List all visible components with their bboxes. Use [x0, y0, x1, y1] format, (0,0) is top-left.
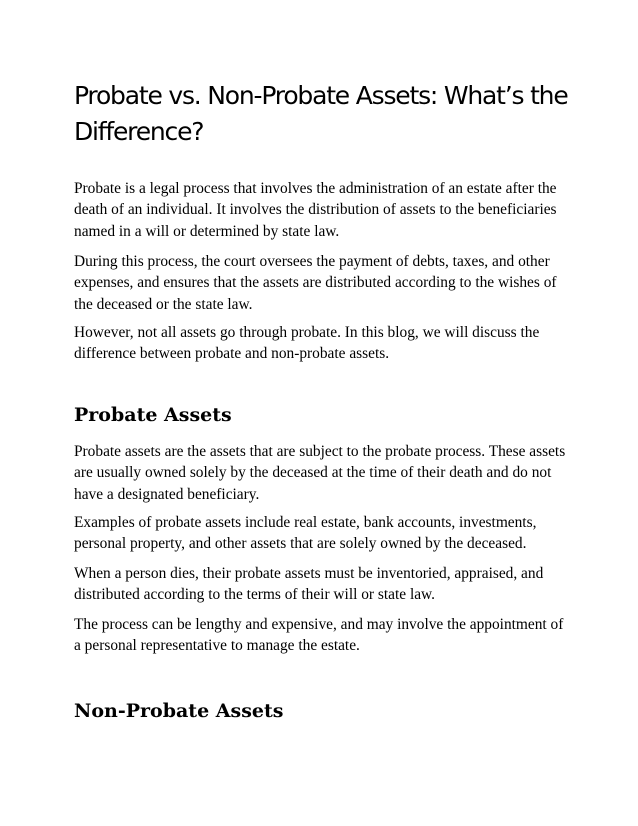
intro-paragraph-3: However, not all assets go through probate. In this blog, we will discuss the difference between probate and non-probate assets. — [74, 324, 540, 363]
probate-paragraph-1: Probate assets are the assets that are subject to the probate process. These assets are usually owned solely by the deceased at the time of their death and do not have a designated beneficiary. — [74, 443, 566, 503]
document-title: Probate vs. Non-Probate Assets: What’s the Difference? — [74, 81, 568, 146]
section-heading-probate-assets: Probate Assets — [74, 404, 232, 426]
intro-paragraph-2: During this process, the court oversees the payment of debts, taxes, and other expenses, and ensures that the assets are distributed according to the wishes of the deceased or the state law. — [74, 253, 557, 313]
section-heading-non-probate-assets: Non-Probate Assets — [74, 700, 284, 722]
intro-paragraph-1: Probate is a legal process that involves the administration of an estate after the death of an individual. It involves the distribution of assets to the beneficiaries named in a will or determined by state law. — [74, 180, 557, 240]
probate-paragraph-3: When a person dies, their probate assets must be inventoried, appraised, and distributed according to the terms of their will or state law. — [74, 565, 544, 604]
probate-paragraph-4: The process can be lengthy and expensive, and may involve the appointment of a personal representative to manage the estate. — [74, 616, 564, 655]
probate-paragraph-2: Examples of probate assets include real estate, bank accounts, investments, personal property, and other assets that are solely owned by the deceased. — [74, 514, 537, 553]
